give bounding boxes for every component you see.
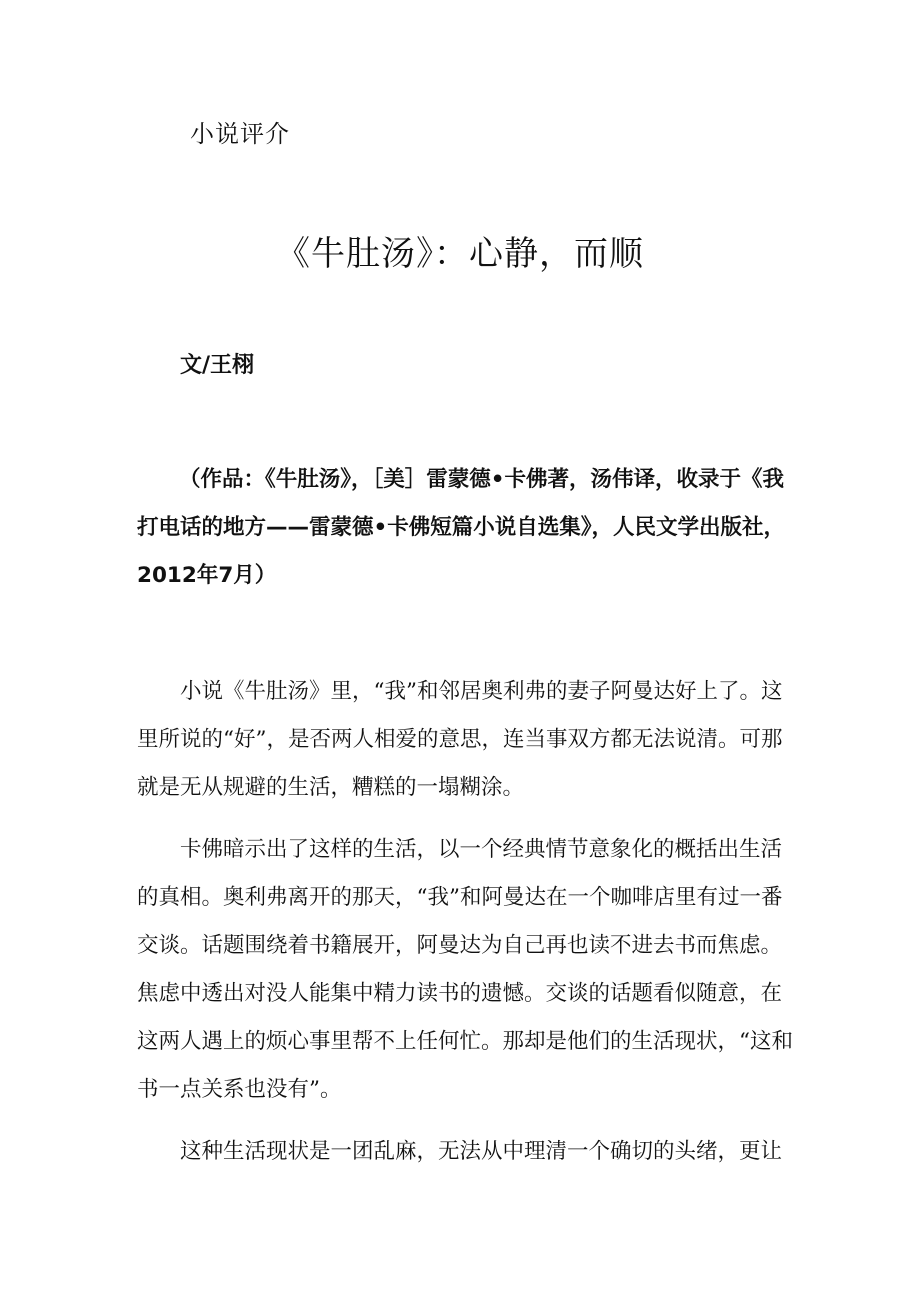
author-byline: 文/王栩 bbox=[180, 353, 255, 378]
paragraph: 小说《牛肚汤》里，“我”和邻居奥利弗的妻子阿曼达好上了。这里所说的“好”，是否两人相爱的意思，连当事双方都无法说清。可那就是无从规避的生活，糟糕的一塌糊涂。 bbox=[137, 679, 783, 800]
article-body bbox=[137, 668, 797, 1190]
paragraph: 这种生活现状是一团乱麻，无法从中理清一个确切的头绪，更让 bbox=[180, 1139, 783, 1164]
paragraph: 卡佛暗示出了这样的生活，以一个经典情节意象化的概括出生活的真相。奥利弗离开的那天，“我”和阿曼达在一个咖啡店里有过一番交谈。话题围绕着书籍展开，阿曼达为自己再也读不进去书而焦虑。焦虑中透出对没人能集中精力读书的遗憾。交谈的话题看似随意，在这两人遇上的烦心事里帮不上任何忙。那却是他们的生活现状，“这和书一点关系也没有”。 bbox=[137, 837, 793, 1102]
column-label: 小说评介 bbox=[190, 120, 290, 148]
article-title: 《牛肚汤》：心静，而顺 bbox=[276, 234, 644, 274]
source-note: （作品：《牛肚汤》，［美］雷蒙德•卡佛著，汤伟译，收录于《我打电话的地方——雷蒙德•卡佛短篇小说自选集》，人民文学出版社，2012年7月） bbox=[137, 467, 785, 588]
